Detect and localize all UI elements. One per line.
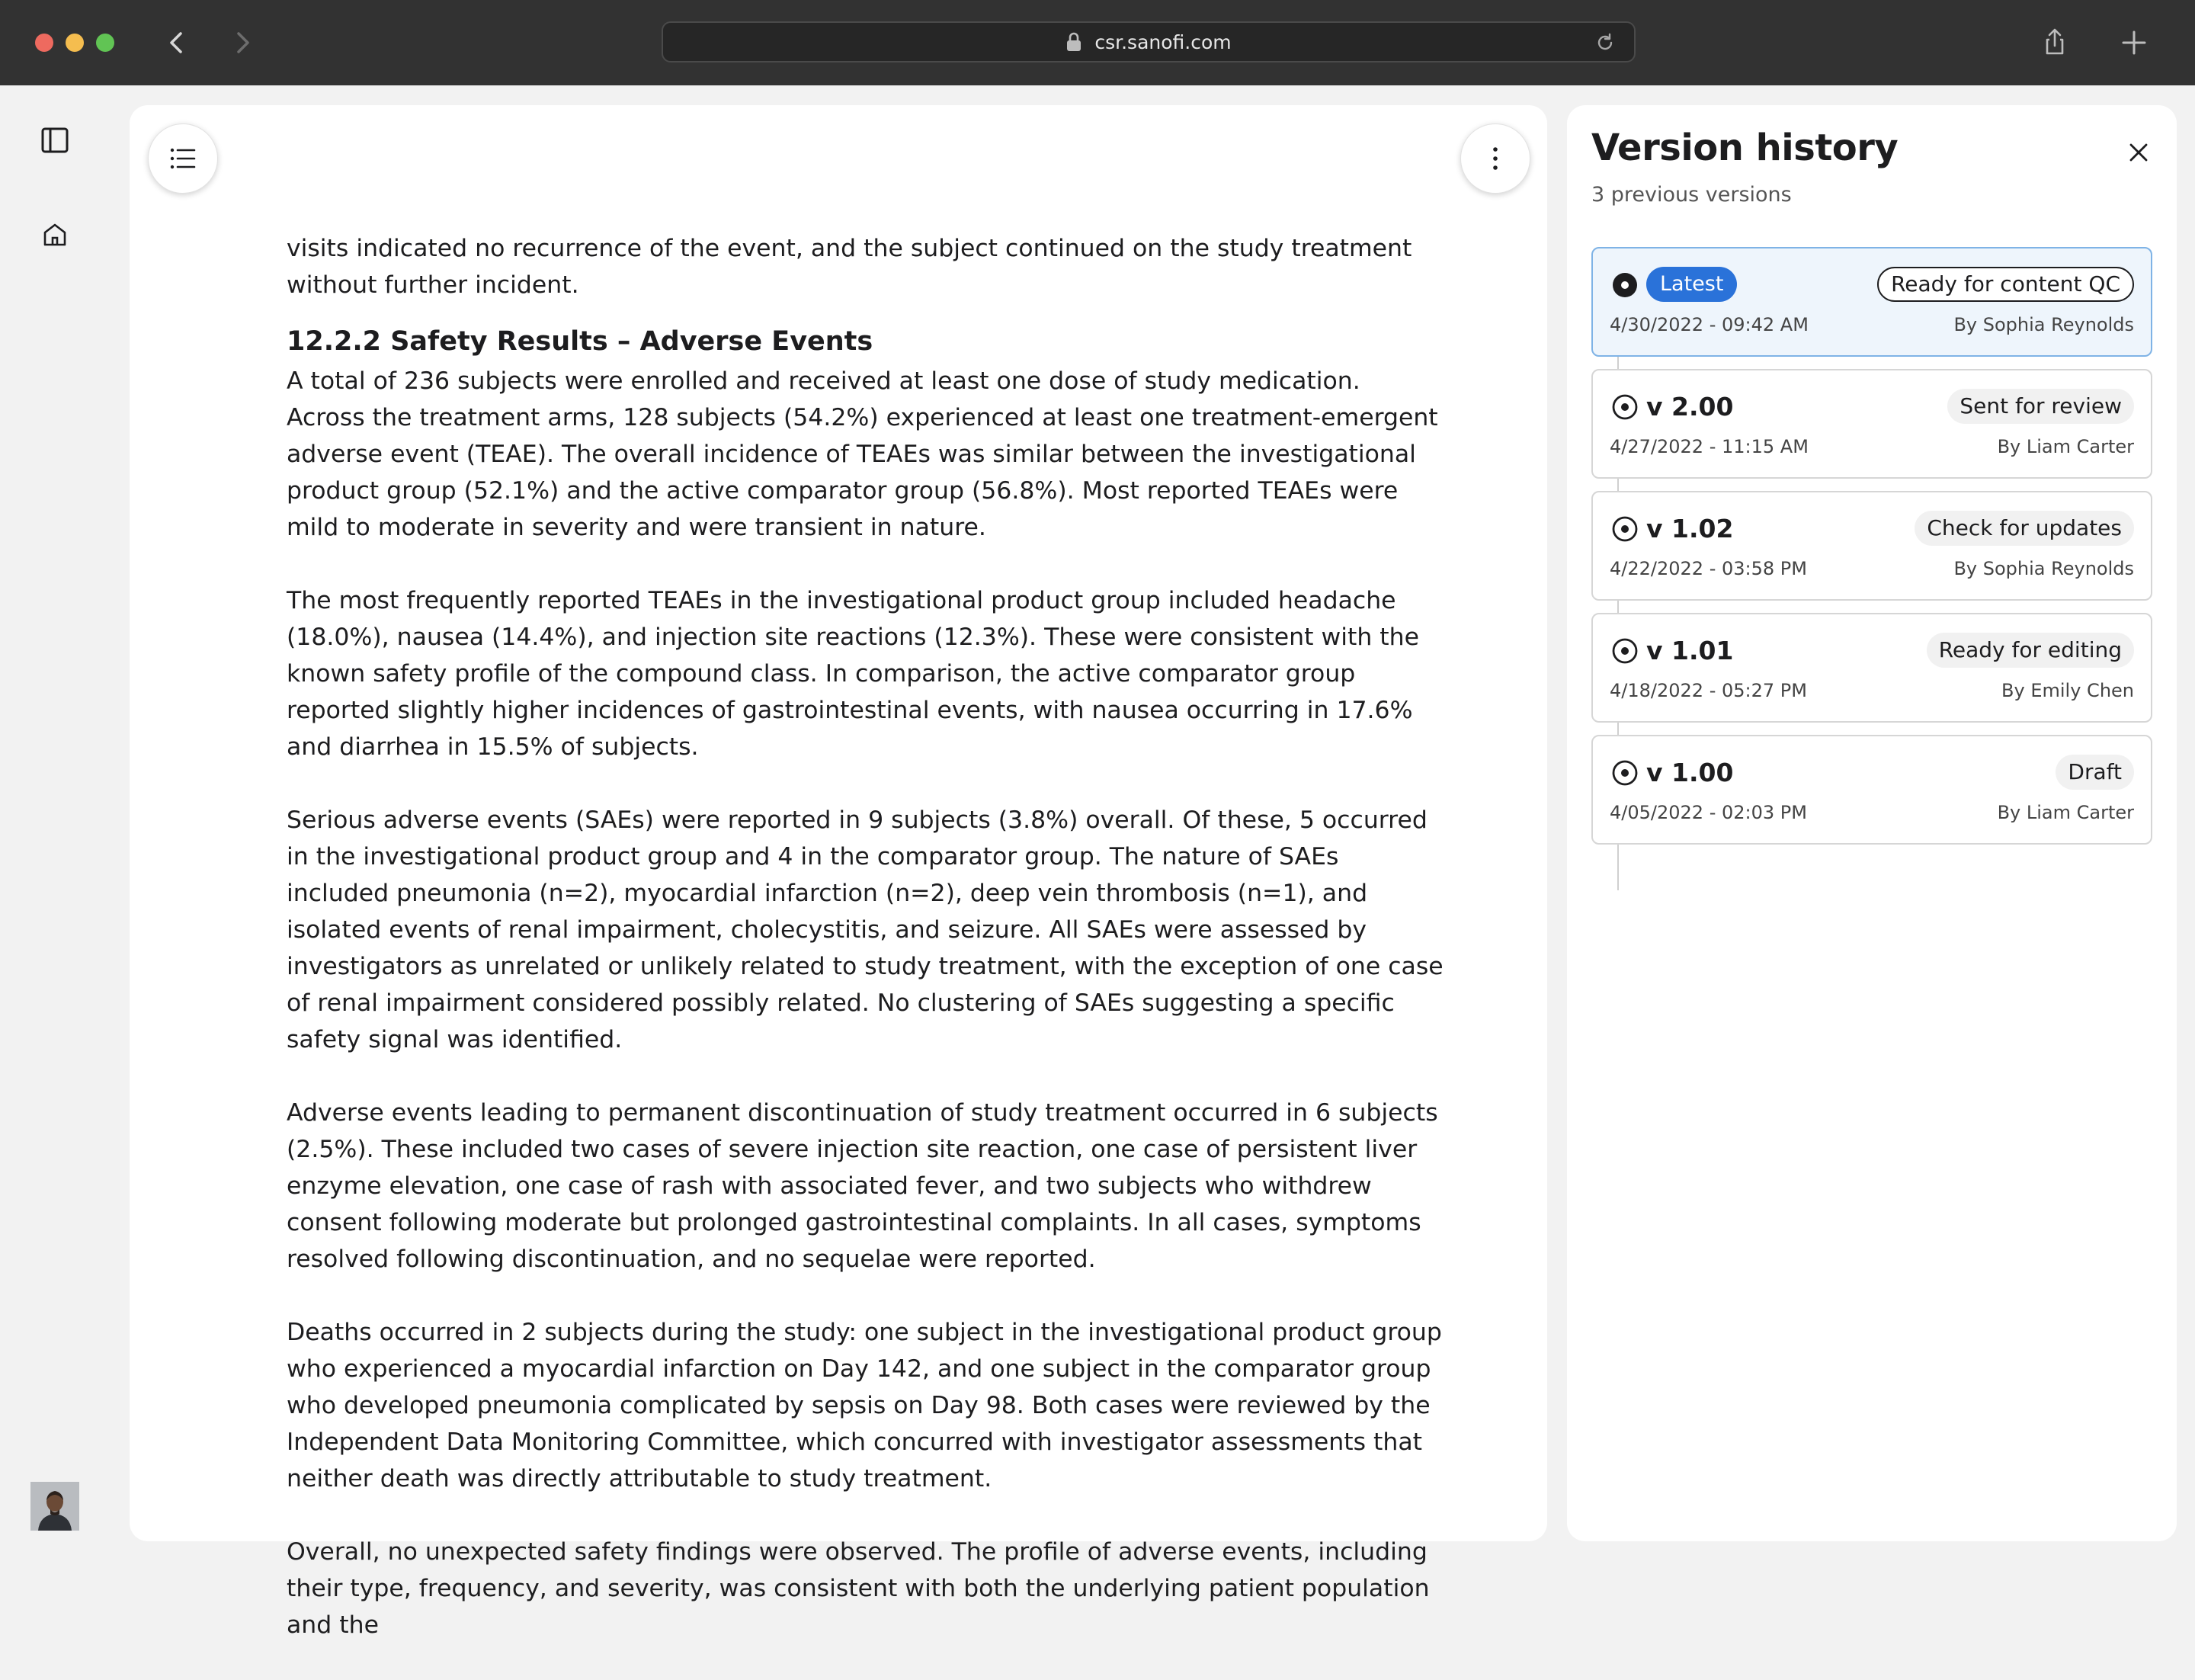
share-button[interactable] <box>2038 26 2072 59</box>
lock-icon <box>1065 32 1082 52</box>
version-author: By Liam Carter <box>1997 436 2134 457</box>
paragraph-intro: visits indicated no recurrence of the event, and the subject continued on the study treatment without further incident. <box>287 235 1412 299</box>
more-vertical-icon <box>1479 142 1512 175</box>
plus-icon <box>2117 26 2151 59</box>
version-card-v1-02[interactable] <box>1591 491 2152 601</box>
chevron-left-icon <box>160 26 194 59</box>
radio-selected-icon <box>1610 270 1640 300</box>
share-icon <box>2038 26 2072 59</box>
browser-chrome <box>0 0 2195 85</box>
left-rail <box>0 85 110 1561</box>
latest-badge: Latest <box>1646 267 1737 302</box>
url-text: csr.sanofi.com <box>1094 30 1232 53</box>
status-badge: Draft <box>2056 755 2134 790</box>
new-tab-button[interactable] <box>2117 26 2151 59</box>
document-panel <box>130 105 1547 1639</box>
version-date: 4/30/2022 - 09:42 AM <box>1610 314 1809 335</box>
paragraph: Serious adverse events (SAEs) were reported in 9 subjects (3.8%) overall. Of these, 5 occurred in the investigational product group and 4 in the comparator group. The nature of SAEs included pneumonia (n=2), myocardial infarction (n=2), deep vein thrombosis (n=1), and isolated events of renal impairment, cholecystitis, and seizure. All SAEs were assessed by investigators as unrelated or unlikely related to study treatment, with the exception of one case of renal impairment considered possibly related. No clustering of SAEs suggesting a specific safety signal was identified. <box>287 806 1444 1053</box>
close-panel-button[interactable] <box>2122 136 2155 169</box>
version-card-v1-00[interactable] <box>1591 735 2152 845</box>
table-of-contents-button[interactable] <box>148 123 218 194</box>
version-history-panel <box>1567 105 2177 1541</box>
version-label: v 1.01 <box>1646 636 1734 665</box>
version-label: v 1.00 <box>1646 758 1734 787</box>
paragraph: Overall, no unexpected safety findings were observed. The profile of adverse events, including their type, frequency, and severity, was consistent with both the underlying patient population and the <box>287 1538 1430 1639</box>
home-button[interactable] <box>38 218 72 252</box>
radio-icon <box>1610 758 1640 788</box>
document-body <box>287 230 1445 1680</box>
radio-icon <box>1610 392 1640 422</box>
version-label: v 1.02 <box>1646 514 1734 543</box>
status-badge: Check for updates <box>1915 511 2134 546</box>
version-label: v 2.00 <box>1646 392 1734 422</box>
panel-subtitle: 3 previous versions <box>1591 183 1792 207</box>
more-options-button[interactable] <box>1460 123 1530 194</box>
paragraph: The most frequently reported TEAEs in the investigational product group included headache (18.0%), nausea (14.4%), and injection site reactions (12.3%). These were consistent with the known safety profile of the compound class. In comparison, the active comparator group reported slightly higher incidences of gastrointestinal events, with nausea occurring in 17.6% and diarrhea in 15.5% of subjects. <box>287 587 1419 761</box>
list-icon <box>166 142 200 175</box>
forward-button[interactable] <box>226 26 259 59</box>
version-card-v2-00[interactable] <box>1591 369 2152 479</box>
version-author: By Emily Chen <box>2001 680 2134 701</box>
avatar-icon <box>30 1482 79 1531</box>
version-author: By Sophia Reynolds <box>1953 314 2134 335</box>
panel-title: Version history <box>1591 127 1899 169</box>
paragraph: A total of 236 subjects were enrolled and received at least one dose of study medication. Across the treatment arms, 128 subjects (54.2%) experienced at least one treatment-emergent adverse event (TEAE). The overall incidence of TEAEs was similar between the investigational product group (52.1%) and the active comparator group (56.8%). Most reported TEAEs were mild to moderate in severity and were transient in nature. <box>287 367 1438 541</box>
version-author: By Sophia Reynolds <box>1953 558 2134 579</box>
chevron-right-icon <box>226 26 259 59</box>
status-badge: Ready for editing <box>1927 633 2134 668</box>
radio-icon <box>1610 514 1640 544</box>
version-card-v1-01[interactable] <box>1591 613 2152 723</box>
close-window-button[interactable] <box>35 34 53 52</box>
maximize-window-button[interactable] <box>96 34 114 52</box>
address-bar[interactable] <box>662 21 1636 63</box>
paragraph: Adverse events leading to permanent discontinuation of study treatment occurred in 6 subjects (2.5%). These included two cases of severe injection site reaction, one case of persistent liver enzyme elevation, one case of rash with associated fever, and two subjects who withdrew consent following moderate but prolonged gastrointestinal complaints. In all cases, symptoms resolved following discontinuation, and no sequelae were reported. <box>287 1099 1438 1273</box>
home-icon <box>38 218 72 252</box>
reload-icon[interactable] <box>1594 32 1616 53</box>
status-badge: Sent for review <box>1947 389 2134 424</box>
close-icon <box>2122 136 2155 169</box>
version-date: 4/27/2022 - 11:15 AM <box>1610 436 1809 457</box>
radio-icon <box>1610 636 1640 666</box>
version-card-latest[interactable] <box>1591 247 2152 357</box>
user-avatar[interactable] <box>30 1482 79 1531</box>
version-date: 4/18/2022 - 05:27 PM <box>1610 680 1807 701</box>
status-badge: Ready for content QC <box>1877 267 2134 302</box>
version-date: 4/05/2022 - 02:03 PM <box>1610 802 1807 823</box>
version-author: By Liam Carter <box>1997 802 2134 823</box>
sidebar-icon <box>38 123 72 157</box>
paragraph: Deaths occurred in 2 subjects during the study: one subject in the investigational product group who experienced a myocardial infarction on Day 142, and one subject in the comparator group who developed pneumonia complicated by sepsis on Day 98. Both cases were reviewed by the Independent Data Monitoring Committee, which concurred with investigator assessments that neither death was directly attributable to study treatment. <box>287 1319 1442 1492</box>
section-heading: 12.2.2 Safety Results – Adverse Events <box>287 326 873 357</box>
sidebar-toggle-button[interactable] <box>38 123 72 157</box>
minimize-window-button[interactable] <box>66 34 84 52</box>
back-button[interactable] <box>160 26 194 59</box>
version-date: 4/22/2022 - 03:58 PM <box>1610 558 1807 579</box>
